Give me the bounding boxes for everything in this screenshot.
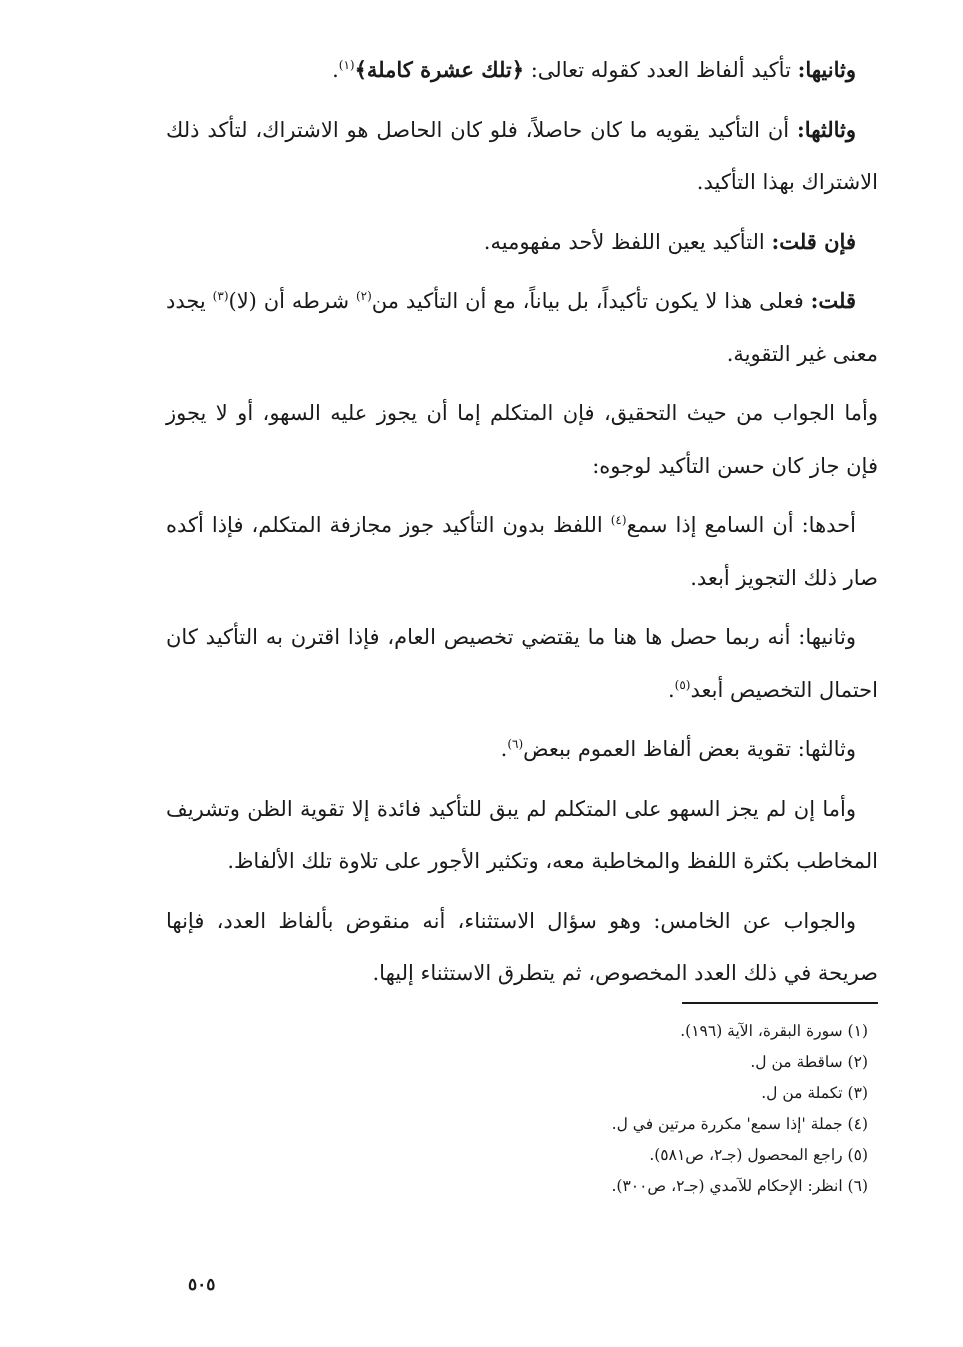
- text-run: تأكيد ألفاظ العدد كقوله تعالى:: [524, 58, 798, 82]
- footnote-ref: (٤): [610, 513, 627, 527]
- footnote-ref: (٦): [507, 737, 524, 751]
- quran-quote: ﴿تلك عشرة كاملة﴾: [354, 57, 525, 82]
- text-run: اللفظ بدون التأكيد جوز مجازفة المتكلم، فإذا أكده صار ذلك التجويز أبعد.: [166, 513, 878, 590]
- footnote-ref: (٥): [674, 677, 691, 692]
- text-run: وثالثها: تقوية بعض ألفاظ العموم ببعض: [523, 737, 856, 761]
- text-run: .: [332, 58, 339, 82]
- footnote-6: (٦) انظر: الإحكام للآمدي (جـ٢، ص٣٠٠).: [611, 1177, 868, 1195]
- text-run: شرطه أن (لا): [228, 289, 356, 313]
- paragraph-8: [166, 723, 878, 776]
- footnote-2: (٢) ساقطة من ل.: [750, 1053, 868, 1071]
- paragraph-10: والجواب عن الخامس: وهو سؤال الاستثناء، أنه منقوض بألفاظ العدد، فإنها صريحة في ذلك العدد المخصوص، ثم يتطرق الاستثناء إليها.: [166, 908, 878, 985]
- footnote-ref: (٢): [355, 289, 372, 303]
- paragraph-lead: وثالثها:: [797, 116, 856, 142]
- footnote-separator: [682, 1002, 878, 1004]
- footnote-ref: (٣): [212, 289, 229, 303]
- text-run: أن التأكيد يقويه ما كان حاصلاً، فلو كان الحاصل هو الاشتراك، لتأكد ذلك الاشتراك بهذا التأكيد.: [166, 117, 878, 194]
- footnote-4: (٤) جملة 'إذا سمع' مكررة مرتين في ل.: [611, 1115, 868, 1133]
- text-run: أحدها: أن السامع إذا سمع: [626, 513, 856, 537]
- paragraph-lead: وثانيها:: [797, 57, 856, 82]
- paragraph-9: وأما إن لم يجز السهو على المتكلم لم يبق للتأكيد فائدة إلا تقوية الظن وتشريف المخاطب بكثرة اللفظ والمخاطبة معه، وتكثير الأجور على تلاوة تلك الألفاظ.: [166, 796, 878, 873]
- main-text: [166, 44, 878, 1007]
- paragraph-6: [166, 499, 878, 604]
- page-number: ٥٠٥: [188, 1275, 216, 1295]
- paragraph-lead: قلت:: [810, 288, 856, 313]
- paragraph-3: [166, 216, 878, 269]
- paragraph-lead: فإن قلت:: [771, 228, 856, 254]
- paragraph-4: [166, 275, 878, 380]
- text-run: وثانيها: أنه ربما حصل ها هنا ما يقتضي تخصيص العام، فإذا اقترن به التأكيد كان احتمال التخصيص أبعد: [166, 625, 878, 702]
- footnotes: [168, 1016, 868, 1202]
- text-run: .: [500, 737, 508, 761]
- footnote-3: (٣) تكملة من ل.: [761, 1084, 868, 1102]
- text-run: التأكيد يعين اللفظ لأحد مفهوميه.: [483, 229, 772, 254]
- text-run: فعلى هذا لا يكون تأكيداً، بل بياناً، مع أن التأكيد من: [371, 289, 811, 313]
- text-run: يجدد معنى غير التقوية.: [166, 289, 878, 366]
- paragraph-1: [166, 44, 878, 97]
- paragraph-7: [166, 611, 878, 716]
- footnote-ref: (١): [338, 58, 355, 72]
- footnote-5: (٥) راجع المحصول (جـ٢، ص٥٨١).: [649, 1146, 868, 1164]
- footnote-1: (١) سورة البقرة، الآية (١٩٦).: [680, 1022, 868, 1040]
- paragraph-2: [166, 104, 878, 209]
- paragraph-5: وأما الجواب من حيث التحقيق، فإن المتكلم إما أن يجوز عليه السهو، أو لا يجوز فإن جاز كان حسن التأكيد لوجوه:: [166, 401, 878, 478]
- text-run: .: [667, 677, 675, 702]
